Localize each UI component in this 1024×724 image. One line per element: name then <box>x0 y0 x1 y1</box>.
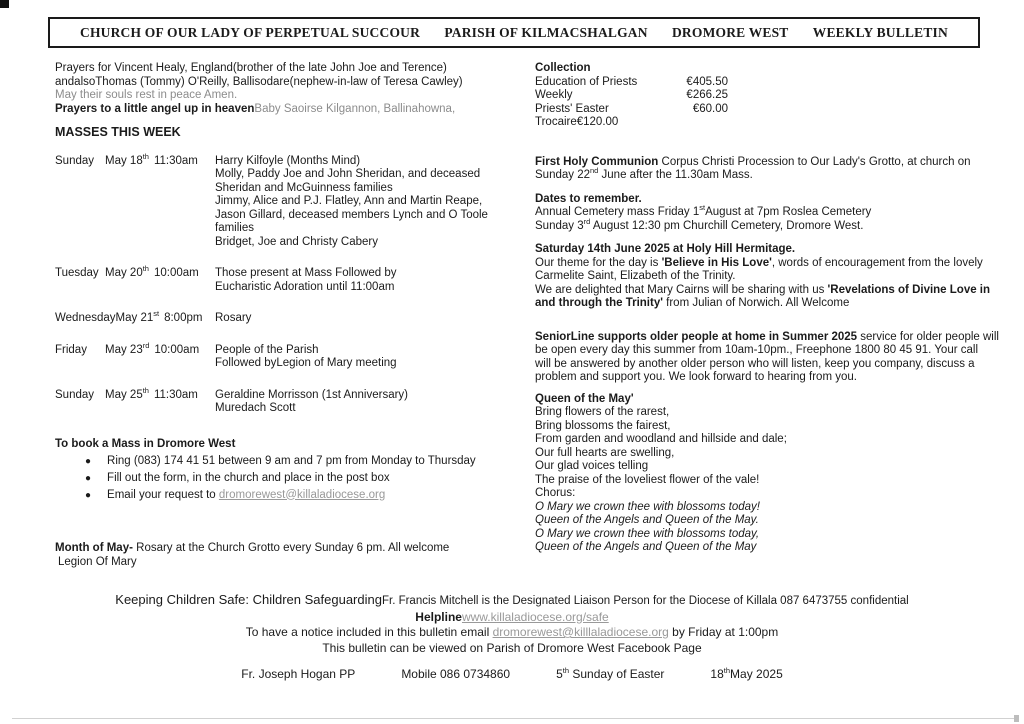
booking-bullet: ● Email your request to dromorewest@killaladiocese.org <box>85 488 386 501</box>
bulletin-date: 18thMay 2025 <box>710 666 783 681</box>
bulletin-header <box>48 17 980 48</box>
queen-title: Queen of the May' <box>535 392 634 405</box>
mass-intentions: Geraldine Morrisson (1st Anniversary) Muredach Scott <box>215 388 409 414</box>
priest-mobile: Mobile 086 0734860 <box>401 667 511 681</box>
mass-row <box>55 309 527 326</box>
facebook-line: This bulletin can be viewed on Parish of Dromore West Facebook Page <box>322 640 702 655</box>
priest-info-line <box>0 667 1024 683</box>
mass-date: May 18 <box>105 154 143 167</box>
booking-email-link[interactable]: dromorewest@killaladiocese.org <box>218 488 386 501</box>
mass-date: May 25 <box>105 388 143 401</box>
queen-of-may-section <box>535 393 993 555</box>
mass-day: Sunday <box>55 154 95 167</box>
month-of-may-section: Month of May- Rosary at the Church Grotto every Sunday 6 pm. All welcome Legion Of Mary <box>55 542 527 569</box>
collection-row: Weekly €266.25 <box>535 89 728 101</box>
prayers-section <box>55 62 527 116</box>
prayer-line: Prayers to a little angel up in heavenBaby Saoirse Kilgannon, Ballinahowna, <box>55 102 456 115</box>
mass-datetime: WednesdayMay 21st 8:00pm <box>55 309 203 324</box>
mass-row <box>55 264 527 294</box>
priest-name: Fr. Joseph Hogan PP <box>241 667 356 681</box>
month-of-may-label: Month of May- <box>55 542 133 554</box>
helpline-link[interactable]: www.killaladiocese.org/safe <box>461 609 609 624</box>
collection-row: Priests' Easter €60.00 <box>535 102 728 115</box>
mass-row <box>55 151 527 250</box>
mass-time: 10:00am <box>154 343 200 356</box>
mass-intentions: People of the Parish Followed byLegion of Mary meeting <box>215 343 397 369</box>
scan-artifact-corner <box>0 0 9 8</box>
chorus-line: Queen of the Angels and Queen of the May <box>535 541 757 553</box>
chorus-line: O Mary we crown thee with blossoms today, <box>535 527 760 540</box>
collection-title: Collection <box>535 62 591 74</box>
scan-artifact-speck <box>1014 715 1019 722</box>
mass-time: 8:00pm <box>164 312 203 324</box>
mass-time: 11:30am <box>153 388 198 401</box>
dates-to-remember-section: Dates to remember. Annual Cemetery mass Friday 1stAugust at 7pm Roslea Cemetery Sunday 3rd August 12:30 pm Churchill Cemetery, Dromore West. <box>535 193 993 234</box>
chorus-line: Queen of the Angels and Queen of the May. <box>535 514 759 526</box>
first-holy-communion-section: First Holy Communion Corpus Christi Procession to Our Lady's Grotto, at church on Sunday 22nd June after the 11.30am Mass. <box>535 155 971 181</box>
mass-datetime: Sunday May 18th 11:30am <box>55 151 198 167</box>
chorus-line: O Mary we crown thee with blossoms today! <box>535 500 760 513</box>
bulletin-email-link[interactable]: dromorewest@killlaladiocese.org <box>492 625 669 639</box>
mass-intentions: Rosary <box>215 312 252 324</box>
prayer-line: Prayers for Vincent Healy, England(brother of the late John Joe and Terence) <box>55 62 447 74</box>
collection-row: Education of Priests €405.50 <box>535 75 728 88</box>
mass-datetime: Sunday May 25th 11:30am <box>55 385 198 401</box>
booking-bullet: ● Ring (083) 174 41 51 between 9 am and 7 pm from Monday to Thursday <box>85 454 476 467</box>
mass-date: May 21 <box>115 312 154 324</box>
header-bulletin-label: WEEKLY BULLETIN <box>812 24 948 40</box>
hymn-line: Bring flowers of the rarest, <box>535 406 670 418</box>
helpline-line: Helplinewww.killaladiocese.org/safe <box>415 609 609 624</box>
mass-row <box>55 340 527 371</box>
mass-intentions: Those present at Mass Followed by Eucharistic Adoration until 11:00am <box>215 267 397 293</box>
seniorline-section: SeniorLine supports older people at home in Summer 2025 service for older people will be open every day this summer from 10am-10pm., Freephone 1800 80 45 91. Your call will be answered by another older person who will listen, keep you company, discuss a problem and support you. We look forward to hearing from you. <box>535 330 999 383</box>
right-column <box>535 62 999 555</box>
booking-bullet: ● Fill out the form, in the church and place in the post box <box>85 471 390 484</box>
collection-section <box>535 62 993 130</box>
header-place-name: DROMORE WEST <box>671 24 789 40</box>
mass-day: Tuesday <box>55 267 99 279</box>
header-church-name: CHURCH OF OUR LADY OF PERPETUAL SUCCOUR <box>80 24 421 40</box>
legion-of-mary-line: Legion Of Mary <box>58 555 137 568</box>
left-column <box>55 62 527 569</box>
mass-day: Friday <box>55 343 87 356</box>
hymn-line: Chorus: <box>535 487 576 499</box>
safeguarding-line: Keeping Children Safe: Children SafeguardingFr. Francis Mitchell is the Designated Liaison Person for the Diocese of Killala 087 6473755 confidential <box>115 592 909 607</box>
hymn-line: Our glad voices telling <box>535 460 649 472</box>
header-parish-name: PARISH OF KILMACSHALGAN <box>444 24 648 40</box>
hermitage-title: Saturday 14th June 2025 at Holy Hill Hermitage. <box>535 243 796 255</box>
bullet-icon: ● <box>85 455 92 467</box>
bullet-icon: ● <box>85 489 92 501</box>
mass-datetime: Friday May 23rd 10:00am <box>55 340 200 356</box>
mass-datetime: Tuesday May 20th 10:00am <box>55 264 199 279</box>
mass-intentions: Harry Kilfoyle (Months Mind) Molly, Paddy Joe and John Sheridan, and deceased Sheridan and McGuinness families Jimmy, Alice and P.J. Flatley, Ann and Martin Reape, Jason Gillard, deceased members Lynch and O Toole families Bridget, Joe and Christy Cabery <box>215 154 488 248</box>
hymn-line: Our full hearts are swelling, <box>535 446 675 459</box>
masses-week-title: MASSES THIS WEEK <box>55 125 181 139</box>
liturgical-sunday: 5th Sunday of Easter <box>556 666 665 681</box>
mass-row <box>55 385 527 416</box>
mass-day: Sunday <box>55 388 95 401</box>
notice-line: To have a notice included in this bulletin email dromorewest@killlaladiocese.org by Friday at 1:00pm <box>245 625 779 639</box>
prayer-line: andalsoThomas (Tommy) O'Reilly, Ballisodare(nephew-in-law of Teresa Cawley) <box>55 75 463 88</box>
hymn-line: From garden and woodland and hillside and dale; <box>535 433 787 445</box>
booking-title: To book a Mass in Dromore West <box>55 437 236 450</box>
bulletin-footer <box>0 592 1024 683</box>
mass-date: May 23 <box>105 343 143 356</box>
hymn-line: The praise of the loveliest flower of the vale! <box>535 473 760 486</box>
mass-booking-section <box>55 438 527 503</box>
scan-artifact-line <box>12 718 1014 719</box>
collection-row: Trocaire€120.00 <box>535 116 619 128</box>
dates-title: Dates to remember. <box>535 192 642 205</box>
prayer-line: May their souls rest in peace Amen. <box>55 89 238 101</box>
mass-time: 10:00am <box>153 267 199 279</box>
mass-time: 11:30am <box>153 154 198 167</box>
mass-date: May 20 <box>105 267 143 279</box>
hermitage-section: Saturday 14th June 2025 at Holy Hill Hermitage. Our theme for the day is 'Believe in His Love', words of encouragement from the lovely Carmelite Saint, Elizabeth of the Trinity. We are delighted that Mary Cairns will be sharing with us 'Revelations of Divine Love in and through the Trinity' from Julian of Norwich. All Welcome <box>535 243 993 311</box>
bullet-icon: ● <box>85 472 92 484</box>
hymn-line: Bring blossoms the fairest, <box>535 419 671 432</box>
mass-day: Wednesday <box>55 312 116 324</box>
